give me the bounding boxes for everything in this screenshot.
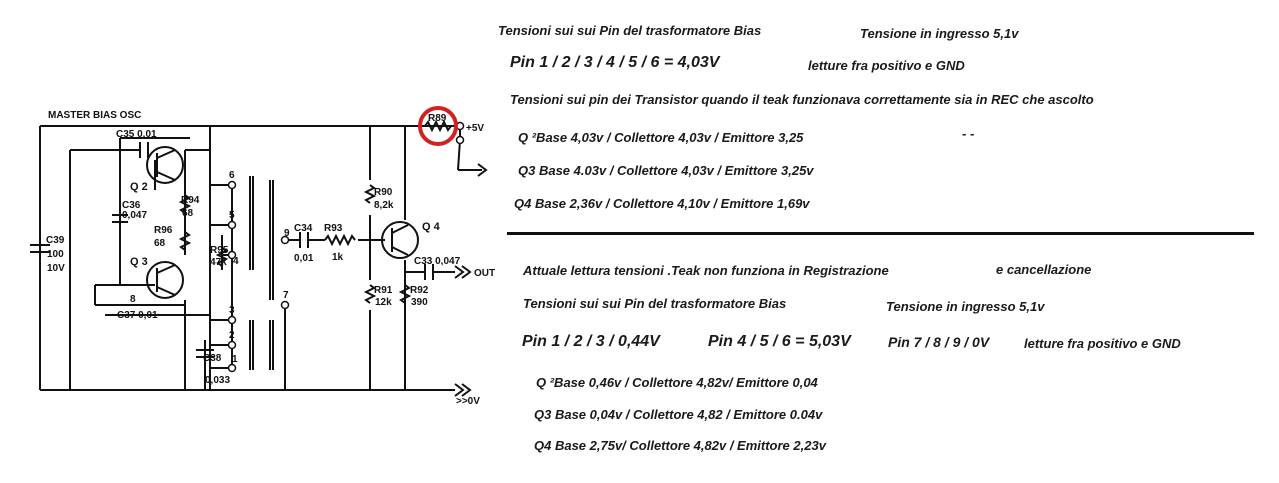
schematic-title: MASTER BIAS OSC	[48, 110, 142, 121]
label-c34-value: 0,01	[294, 253, 314, 264]
transformer-terminals	[229, 123, 464, 372]
label-node-8: 8	[130, 294, 136, 305]
label-tap-4: 4	[233, 256, 239, 267]
label-c37: C37 0,01	[117, 310, 158, 321]
label-c39-value-2: 10V	[47, 263, 65, 274]
label-r91: R91	[374, 285, 393, 296]
label-c38: C38	[203, 353, 222, 364]
label-c38-value: 0,033	[205, 375, 231, 386]
after-header-input-voltage: Tensione in ingresso 5,1v	[886, 299, 1045, 314]
before-header-input-voltage: Tensione in ingresso 5,1v	[860, 26, 1019, 41]
label-c39-value-1: 100	[47, 249, 64, 260]
label-r92-value: 390	[411, 297, 428, 308]
label-r93: R93	[324, 223, 343, 234]
label-c39: C39	[46, 235, 65, 246]
label-tap-5: 5	[229, 210, 235, 221]
label-r94: R94	[181, 195, 200, 206]
label-tap-1: 1	[232, 354, 238, 365]
after-q3-reading: Q3 Base 0,04v / Collettore 4,82 / Emittore 0.04v	[534, 407, 823, 422]
label-ground-0v: >>0V	[456, 396, 480, 407]
after-q2-reading: Q ²Base 0,46v / Collettore 4,82v/ Emittore 0,04	[536, 375, 818, 390]
label-r93-value: 1k	[332, 252, 344, 263]
label-r90-value: 8,2k	[374, 200, 394, 211]
before-q2-reading: Q ²Base 4,03v / Collettore 4,03v / Emittore 3,25	[518, 130, 804, 145]
label-c35: C35 0,01	[116, 129, 157, 140]
label-r94-value: 68	[182, 208, 194, 219]
label-r96-value: 68	[154, 238, 166, 249]
label-tap-6: 6	[229, 170, 235, 181]
label-tap-9: 9	[284, 228, 290, 239]
label-r96: R96	[154, 225, 173, 236]
after-pins-reading-1: Pin 1 / 2 / 3 / 0,44V	[522, 333, 660, 350]
label-tap-3: 3	[229, 305, 235, 316]
label-tap-2: 2	[229, 330, 235, 341]
after-header-status-cont: e cancellazione	[996, 262, 1092, 277]
label-c34: C34	[294, 223, 313, 234]
label-r95: R95	[210, 245, 229, 256]
label-out: OUT	[474, 268, 496, 279]
label-plus-5v: +5V	[466, 123, 485, 134]
after-pins-reading-2: Pin 4 / 5 / 6 = 5,03V	[708, 333, 851, 350]
before-transistor-header: Tensioni sui pin dei Transistor quando il teak funzionava correttamente sia in REC che ascolto	[510, 92, 1094, 107]
label-c36: C36	[122, 200, 141, 211]
label-tap-7: 7	[283, 290, 289, 301]
after-q4-reading: Q4 Base 2,75v/ Collettore 4,82v / Emittore 2,23v	[534, 438, 826, 453]
label-q3: Q 3	[130, 256, 148, 268]
before-q2-mark: - -	[962, 126, 975, 141]
label-c36-value: 0,047	[122, 210, 148, 221]
label-r89: R89	[428, 113, 447, 124]
label-c33: C33 0,047	[414, 256, 461, 267]
after-pins-reading-3: Pin 7 / 8 / 9 / 0V	[888, 334, 990, 350]
label-r92: R92	[410, 285, 429, 296]
bias-oscillator-schematic	[0, 0, 500, 483]
label-r91-value: 12k	[375, 297, 392, 308]
label-r90: R90	[374, 187, 393, 198]
after-header-status: Attuale lettura tensioni .Teak non funziona in Registrazione	[523, 263, 889, 278]
label-q2: Q 2	[130, 181, 148, 193]
after-pins-note: letture fra positivo e GND	[1024, 336, 1181, 351]
label-q4: Q 4	[422, 221, 440, 233]
before-q3-reading: Q3 Base 4.03v / Collettore 4,03v / Emittore 3,25v	[518, 163, 814, 178]
after-header-transformer: Tensioni sui sui Pin del trasformatore Bias	[523, 296, 787, 311]
before-header-transformer: Tensioni sui sui Pin del trasformatore Bias	[498, 23, 762, 38]
before-pins-note: letture fra positivo e GND	[808, 58, 965, 73]
before-q4-reading: Q4 Base 2,36v / Collettore 4,10v / Emittore 1,69v	[514, 196, 810, 211]
before-pins-reading: Pin 1 / 2 / 3 / 4 / 5 / 6 = 4,03V	[510, 54, 720, 71]
label-r95-value: 47k	[210, 257, 227, 268]
section-divider	[507, 232, 1254, 235]
